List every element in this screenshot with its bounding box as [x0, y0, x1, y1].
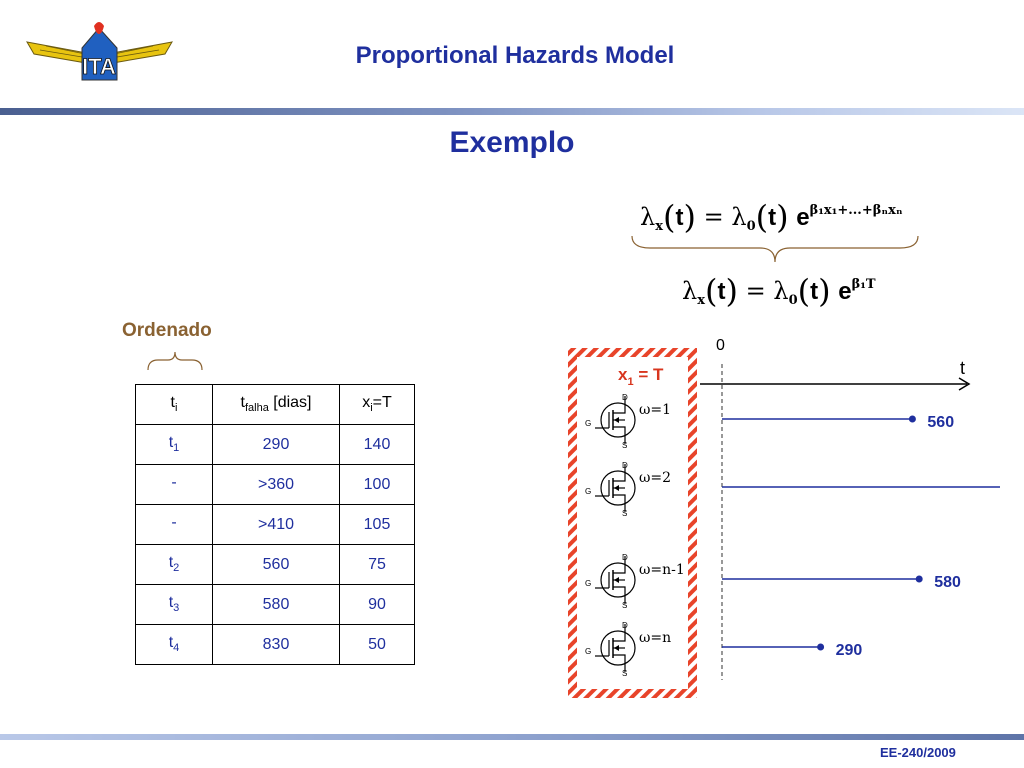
- slide-title: Proportional Hazards Model: [355, 42, 675, 69]
- failure-point: [916, 576, 923, 583]
- table-row: [136, 465, 415, 505]
- origin-label: 0: [716, 337, 725, 354]
- pin-label: G: [585, 487, 592, 496]
- table-cell-index: $t_2$: [136, 545, 213, 585]
- logo-text: ITA: [82, 54, 116, 79]
- ordered-label: Ordenado: [122, 320, 212, 341]
- table-cell-stress: 90: [340, 585, 415, 625]
- pin-label: S: [622, 441, 628, 450]
- formula-brace: [630, 234, 920, 264]
- table-cell-index: $t_1$: [136, 425, 213, 465]
- failure-time-label: 560: [927, 414, 955, 431]
- pin-label: S: [622, 601, 628, 610]
- pin-label: D: [622, 553, 628, 562]
- table-cell-stress: 105: [340, 505, 415, 545]
- table-cell-index: $t_3$: [136, 585, 213, 625]
- ita-logo: [22, 20, 177, 90]
- table-cell-stress: 50: [340, 625, 415, 665]
- pin-label: G: [585, 647, 592, 656]
- table-row: [136, 625, 415, 665]
- failure-time-label: 290: [835, 642, 863, 659]
- table-header-row: [136, 385, 415, 425]
- failure-time-label: 580: [934, 574, 961, 591]
- table-cell-failure-time: 580: [213, 585, 340, 625]
- failure-point: [817, 644, 824, 651]
- header-divider: [0, 108, 1024, 115]
- failure-point: [909, 416, 916, 423]
- table-cell-index: $t_4$: [136, 625, 213, 665]
- table-cell-failure-time: 830: [213, 625, 340, 665]
- formula-general: $\lambda_x(t) = \lambda_0(t)$ $e^{\beta_1x_1+...+\beta_nx_n}$: [640, 198, 903, 236]
- table-row: [136, 425, 415, 465]
- pin-label: S: [622, 509, 628, 518]
- table-row: [136, 505, 415, 545]
- footer-text: EE-240/2009: [880, 745, 956, 760]
- pin-label: G: [585, 419, 592, 428]
- slide-subtitle: Exemplo: [449, 126, 575, 159]
- table-cell-index: -: [136, 465, 213, 505]
- table-cell-failure-time: 560: [213, 545, 340, 585]
- header-cell: $x_i=T$: [340, 385, 415, 425]
- device-label: ω=2: [639, 470, 672, 486]
- table-cell-stress: 75: [340, 545, 415, 585]
- pin-label: D: [622, 393, 628, 402]
- stress-label: $x_1 = T$: [618, 365, 664, 388]
- ordered-brace: [146, 350, 204, 372]
- footer-divider: [0, 734, 1024, 740]
- table-row: [136, 545, 415, 585]
- device-label: ω=1: [639, 402, 672, 418]
- header-cell: $t_i$: [136, 385, 213, 425]
- device-label: ω=n-1: [639, 562, 685, 578]
- table-cell-failure-time: >360: [213, 465, 340, 505]
- table-cell-failure-time: 290: [213, 425, 340, 465]
- stress-chamber-frame: [568, 348, 697, 698]
- pin-label: D: [622, 461, 628, 470]
- test-diagram: [555, 330, 1000, 710]
- failure-data-table: [135, 384, 415, 665]
- pin-label: S: [622, 669, 628, 678]
- pin-label: D: [622, 621, 628, 630]
- header-cell: $t_{falha}$ [dias]: [213, 385, 340, 425]
- table-cell-stress: 140: [340, 425, 415, 465]
- table-row: [136, 585, 415, 625]
- table-cell-failure-time: >410: [213, 505, 340, 545]
- table-cell-stress: 100: [340, 465, 415, 505]
- pin-label: G: [585, 579, 592, 588]
- device-label: ω=n: [639, 630, 672, 646]
- time-axis-label: t: [960, 358, 966, 378]
- table-cell-index: -: [136, 505, 213, 545]
- formula-specific: $\lambda_x(t) = \lambda_0(t)$ $e^{\beta_1T}$: [682, 272, 876, 310]
